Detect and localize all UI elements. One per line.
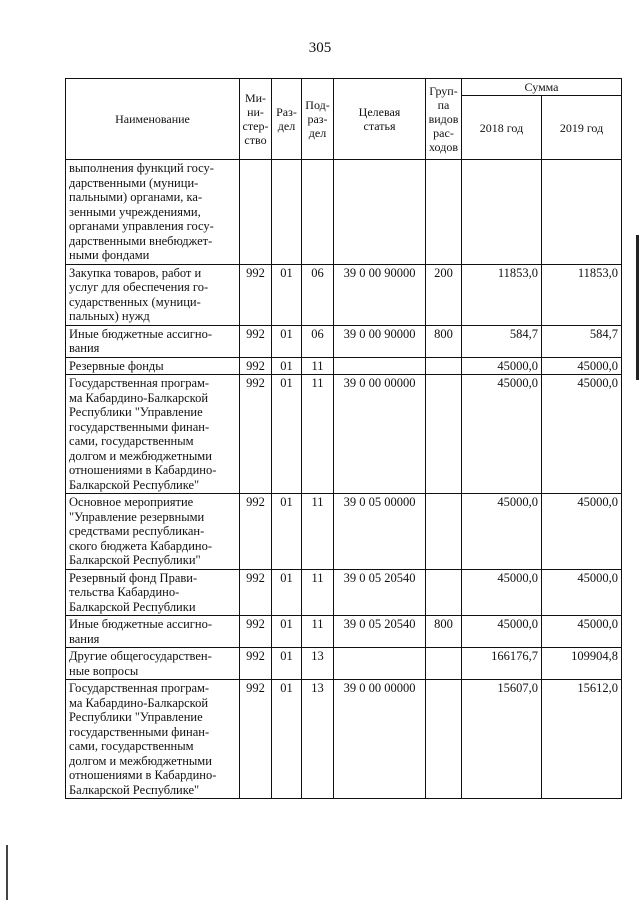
row-section: 01 [272, 494, 302, 570]
row-group [426, 680, 462, 799]
row-section: 01 [272, 648, 302, 680]
row-section [272, 160, 302, 265]
row-section: 01 [272, 375, 302, 494]
row-target: 39 0 00 90000 [334, 325, 426, 357]
row-subsection: 11 [302, 494, 334, 570]
row-ministry [240, 160, 272, 265]
row-target: 39 0 00 00000 [334, 680, 426, 799]
row-2019: 45000,0 [542, 375, 622, 494]
row-subsection: 11 [302, 569, 334, 616]
row-name: Закупка товаров, работ и услуг для обеспечения го- сударственных (муници- пальных) нужд [66, 264, 240, 325]
row-subsection: 11 [302, 375, 334, 494]
row-ministry: 992 [240, 325, 272, 357]
row-2018: 45000,0 [462, 375, 542, 494]
row-subsection [302, 160, 334, 265]
row-section: 01 [272, 264, 302, 325]
table-body [66, 160, 622, 799]
row-ministry: 992 [240, 264, 272, 325]
row-subsection: 06 [302, 264, 334, 325]
row-ministry: 992 [240, 375, 272, 494]
header-subsection: Под- раз- дел [302, 79, 334, 160]
table-row [66, 569, 622, 616]
row-group: 800 [426, 616, 462, 648]
row-ministry: 992 [240, 357, 272, 375]
row-group [426, 648, 462, 680]
row-2018: 45000,0 [462, 616, 542, 648]
row-target [334, 357, 426, 375]
row-2019: 45000,0 [542, 569, 622, 616]
budget-table [65, 78, 622, 799]
row-section: 01 [272, 325, 302, 357]
row-name: Резервный фонд Прави- тельства Кабардино- Балкарской Республики [66, 569, 240, 616]
row-2018: 11853,0 [462, 264, 542, 325]
row-name: Иные бюджетные ассигно- вания [66, 616, 240, 648]
row-2019: 584,7 [542, 325, 622, 357]
header-sum: Сумма [462, 79, 622, 96]
header-year-2019: 2019 год [542, 96, 622, 160]
row-subsection: 11 [302, 616, 334, 648]
table-row [66, 494, 622, 570]
row-name: Другие общегосударствен- ные вопросы [66, 648, 240, 680]
row-2019: 45000,0 [542, 357, 622, 375]
table-header [66, 79, 622, 160]
row-name: выполнения функций госу- дарственными (муници- пальными) органами, ка- зенными учреждениями, органами управления госу- дарственными внебюджет- ными фондами [66, 160, 240, 265]
row-2018 [462, 160, 542, 265]
row-group: 200 [426, 264, 462, 325]
row-group [426, 494, 462, 570]
row-2019: 15612,0 [542, 680, 622, 799]
row-ministry: 992 [240, 569, 272, 616]
row-2019 [542, 160, 622, 265]
row-name: Иные бюджетные ассигно- вания [66, 325, 240, 357]
header-year-2018: 2018 год [462, 96, 542, 160]
row-group [426, 375, 462, 494]
row-2019: 11853,0 [542, 264, 622, 325]
row-subsection: 11 [302, 357, 334, 375]
row-group: 800 [426, 325, 462, 357]
table-row [66, 616, 622, 648]
page-number: 305 [308, 40, 332, 56]
table-row [66, 264, 622, 325]
row-group [426, 569, 462, 616]
row-section: 01 [272, 357, 302, 375]
row-target: 39 0 05 20540 [334, 616, 426, 648]
table-row [66, 680, 622, 799]
row-section: 01 [272, 680, 302, 799]
row-group [426, 357, 462, 375]
row-2018: 166176,7 [462, 648, 542, 680]
header-target: Целевая статья [334, 79, 426, 160]
row-ministry: 992 [240, 616, 272, 648]
row-name: Резервные фонды [66, 357, 240, 375]
row-section: 01 [272, 569, 302, 616]
row-target: 39 0 00 00000 [334, 375, 426, 494]
table-row [66, 160, 622, 265]
row-2018: 45000,0 [462, 494, 542, 570]
row-name: Государственная програм- ма Кабардино-Балкарской Республики "Управление государственными финан- сами, государственным долгом и межбюджетными отношениями в Кабардино- Балкарской Республике" [66, 680, 240, 799]
header-group: Груп- па видов рас- ходов [426, 79, 462, 160]
header-name: Наименование [66, 79, 240, 160]
row-subsection: 13 [302, 680, 334, 799]
table-row [66, 325, 622, 357]
row-target [334, 648, 426, 680]
row-group [426, 160, 462, 265]
row-2018: 15607,0 [462, 680, 542, 799]
row-2019: 45000,0 [542, 616, 622, 648]
table-row [66, 648, 622, 680]
header-ministry: Ми- ни- стер- ство [240, 79, 272, 160]
row-ministry: 992 [240, 680, 272, 799]
row-2019: 45000,0 [542, 494, 622, 570]
scan-edge-mark [636, 235, 639, 380]
row-2018: 45000,0 [462, 569, 542, 616]
row-2018: 45000,0 [462, 357, 542, 375]
row-target [334, 160, 426, 265]
row-2018: 584,7 [462, 325, 542, 357]
row-name: Государственная програм- ма Кабардино-Балкарской Республики "Управление государственными финан- сами, государственным долгом и межбюджетными отношениями в Кабардино- Балкарской Республике" [66, 375, 240, 494]
row-ministry: 992 [240, 648, 272, 680]
row-target: 39 0 00 90000 [334, 264, 426, 325]
row-subsection: 13 [302, 648, 334, 680]
row-target: 39 0 05 20540 [334, 569, 426, 616]
row-name: Основное мероприятие "Управление резервными средствами республикан- ского бюджета Кабардино- Балкарской Республики" [66, 494, 240, 570]
table-row [66, 357, 622, 375]
row-ministry: 992 [240, 494, 272, 570]
table-row [66, 375, 622, 494]
row-2019: 109904,8 [542, 648, 622, 680]
row-subsection: 06 [302, 325, 334, 357]
row-target: 39 0 05 00000 [334, 494, 426, 570]
header-section: Раз- дел [272, 79, 302, 160]
row-section: 01 [272, 616, 302, 648]
scan-edge-mark [6, 845, 8, 900]
